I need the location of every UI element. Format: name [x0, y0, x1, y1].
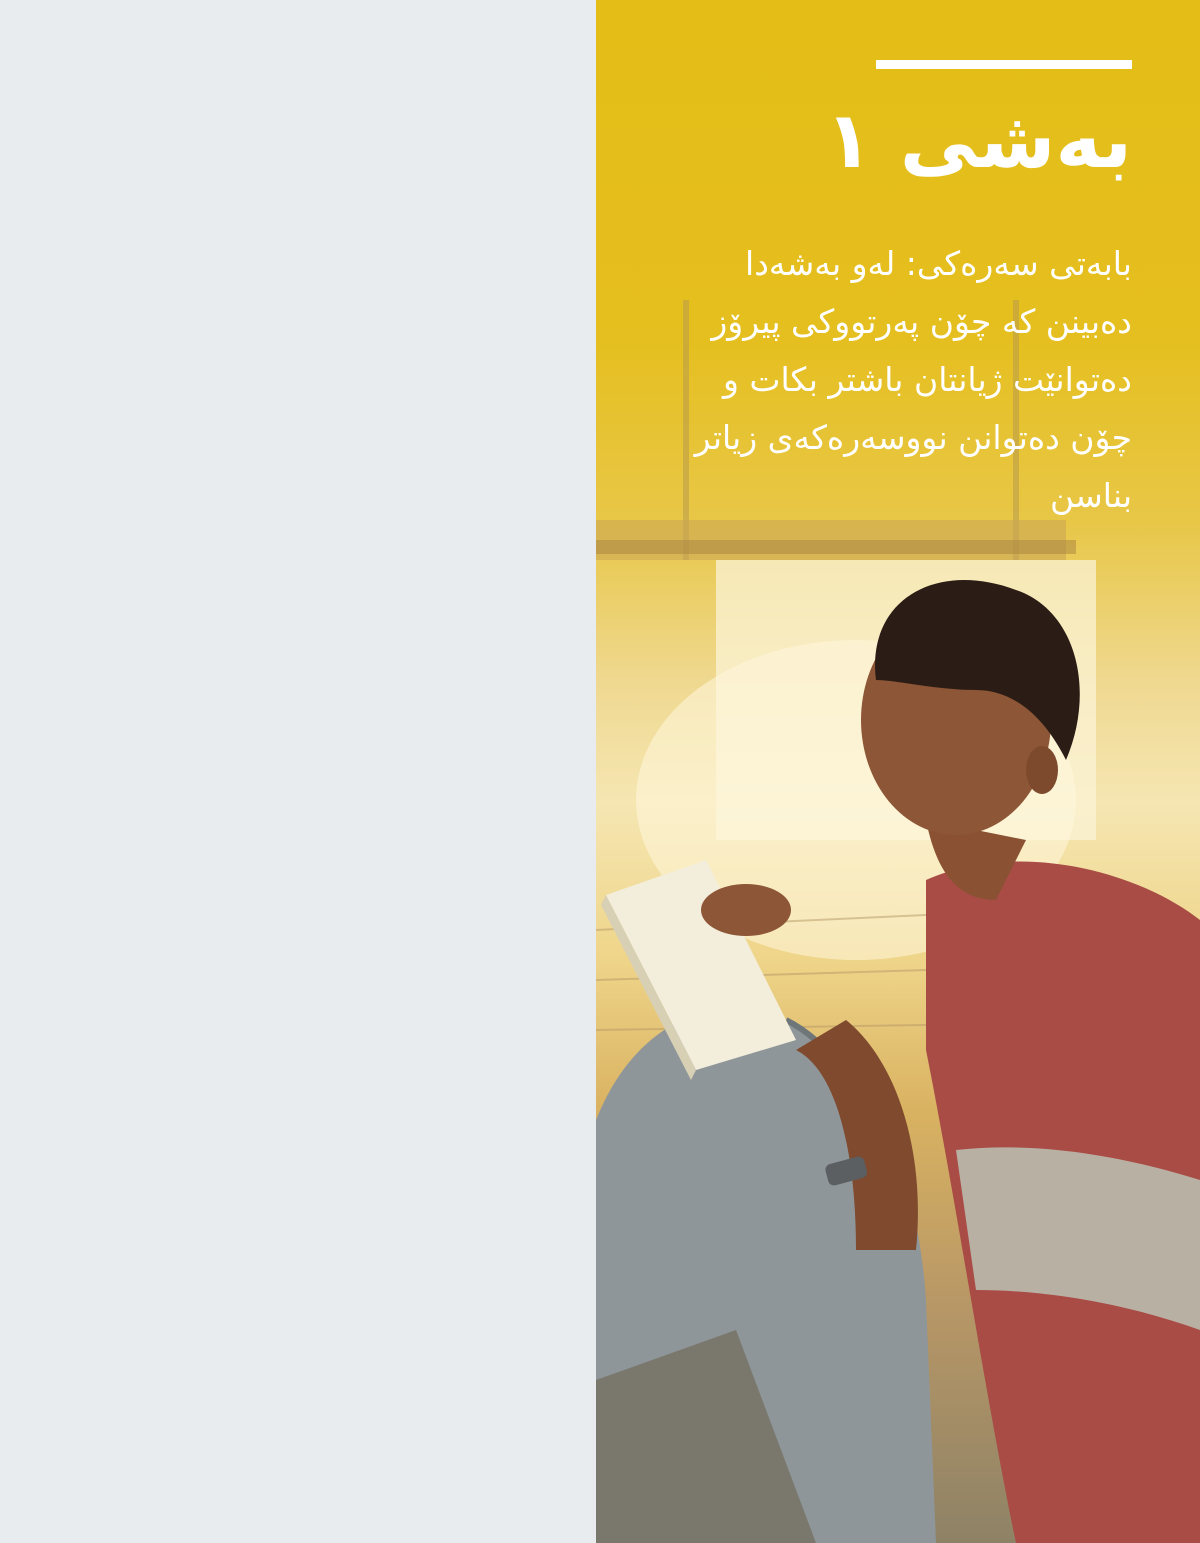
part-title: بەشی ١ — [825, 96, 1132, 186]
reading-young-man-illustration — [596, 0, 1200, 1543]
lessons-panel — [0, 0, 596, 1543]
cover-panel — [596, 0, 1200, 1543]
part-theme: بابەتی سەرەکی: لەو بەشەدا دەبینن کە چۆن پەرتووکی پیرۆز دەتوانێت ژیانتان باشتر بکات و چۆن دەتوانن نووسەرەکەی زیاتر بناسن — [694, 244, 1132, 515]
title-rule — [876, 60, 1132, 69]
